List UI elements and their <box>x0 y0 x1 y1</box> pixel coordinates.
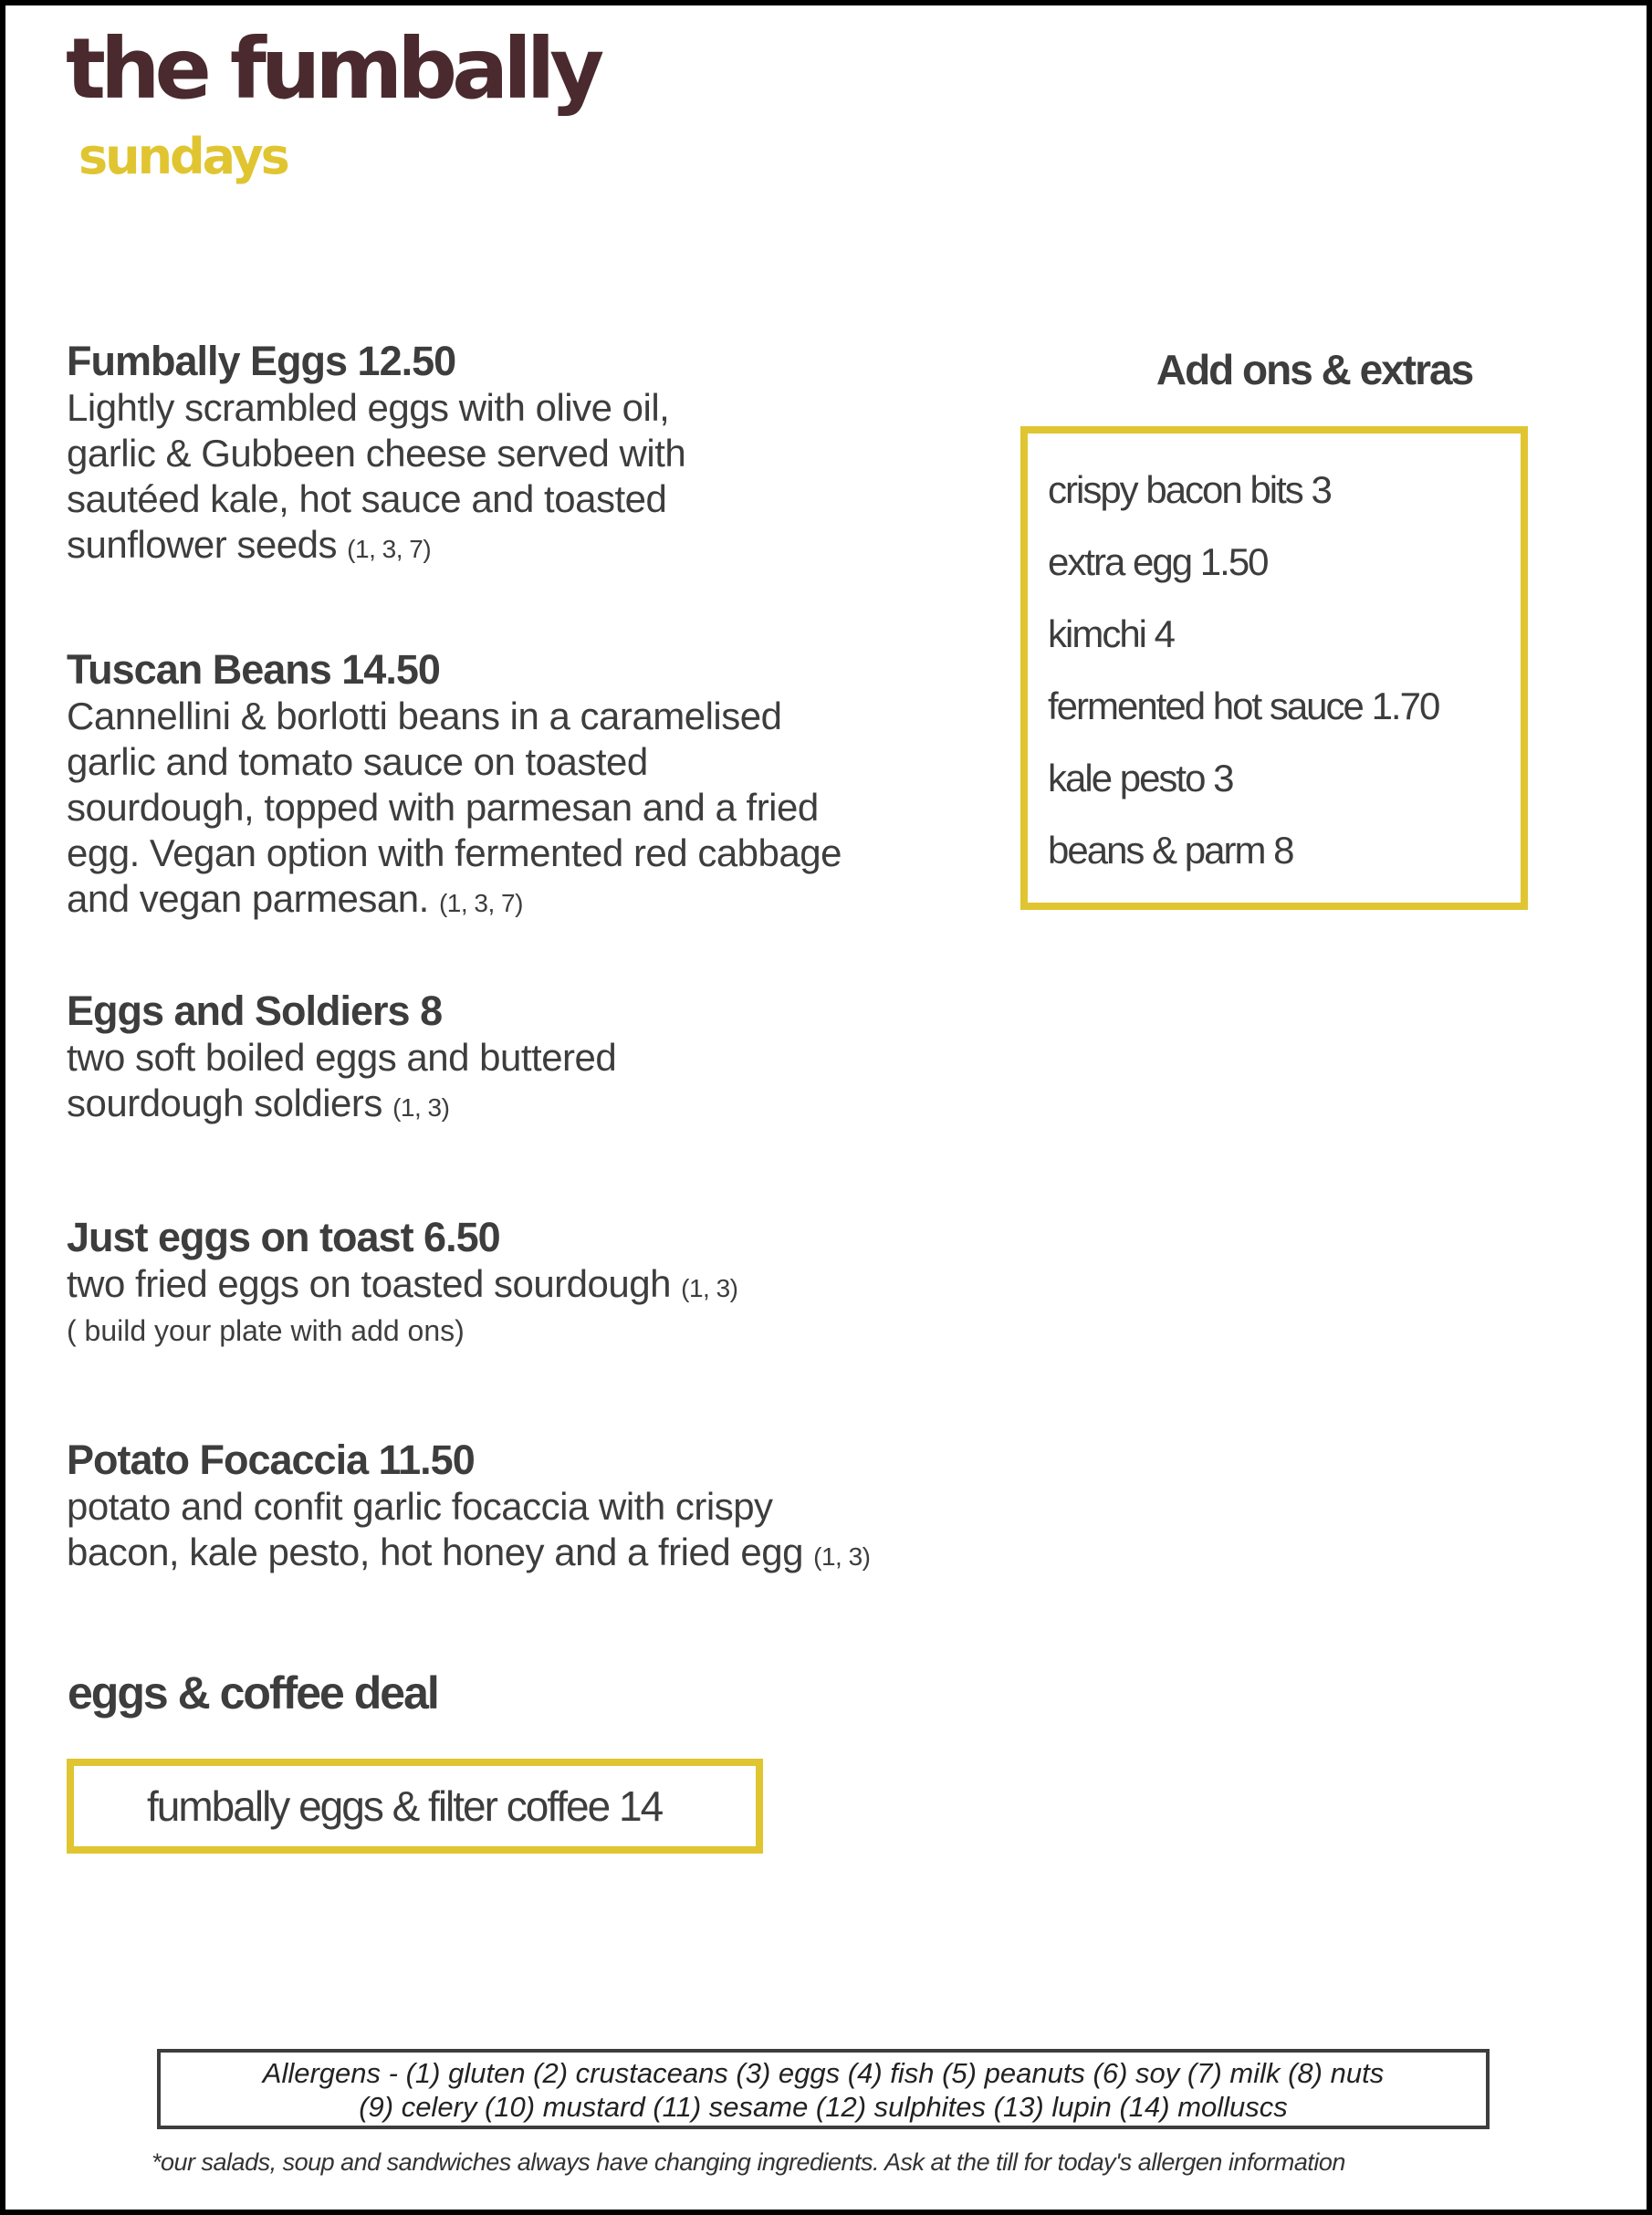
addons-box <box>1020 426 1528 910</box>
menu-item <box>67 646 998 926</box>
addon-item: crispy bacon bits 3 <box>1048 468 1331 511</box>
addon-item: kale pesto 3 <box>1048 757 1233 799</box>
item-desc: Cannellini & borlotti beans in a caramelised garlic and tomato sauce on toasted sourdough, topped with parmesan and a fried egg. Vegan option with fermented red cabbage and vegan parmesan. (1, 3, 7) <box>67 695 842 920</box>
deal-title: eggs & coffee deal <box>68 1667 438 1719</box>
item-title: Potato Focaccia 11.50 <box>67 1437 475 1483</box>
menu-item <box>67 338 998 572</box>
menu-item <box>67 1214 998 1350</box>
allergen-codes: (1, 3, 7) <box>438 889 523 917</box>
allergens-line-1: - (1) gluten (2) crustaceans (3) eggs (4) fish (5) peanuts (6) soy (7) milk (8) nuts <box>381 2057 1385 2089</box>
item-desc: two soft boiled eggs and buttered sourdough soldiers (1, 3) <box>67 1036 617 1124</box>
brand-logo: the fumbally <box>66 20 600 118</box>
menu-subtitle: sundays <box>78 128 288 185</box>
item-note: ( build your plate with add ons) <box>67 1314 465 1347</box>
menu-item <box>67 1437 998 1580</box>
footnote: *our salads, soup and sandwiches always have changing ingredients. Ask at the till for today's allergen information <box>152 2148 1345 2176</box>
addons-title: Add ons & extras <box>1155 346 1473 393</box>
allergen-codes: (1, 3) <box>813 1542 871 1571</box>
allergen-codes: (1, 3, 7) <box>347 535 432 563</box>
item-desc: potato and confit garlic focaccia with crispy bacon, kale pesto, hot honey and a fried egg (1, 3) <box>67 1485 871 1573</box>
item-desc: two fried eggs on toasted sourdough (1, 3) <box>67 1262 738 1305</box>
item-title: Just eggs on toast 6.50 <box>67 1214 500 1260</box>
item-title: Fumbally Eggs 12.50 <box>67 338 456 384</box>
deal-box: fumbally eggs & filter coffee 14 <box>67 1759 763 1854</box>
allergens-box <box>157 2049 1490 2129</box>
addon-item: extra egg 1.50 <box>1048 540 1268 583</box>
allergen-codes: (1, 3) <box>392 1093 450 1122</box>
item-desc: Lightly scrambled eggs with olive oil, garlic & Gubbeen cheese served with sautéed kale, hot sauce and toasted sunflower seeds (1, 3, 7) <box>67 386 686 566</box>
addon-item: fermented hot sauce 1.70 <box>1048 684 1439 727</box>
item-title: Tuscan Beans 14.50 <box>67 646 440 693</box>
item-title: Eggs and Soldiers 8 <box>67 987 443 1034</box>
allergens-line-2: (9) celery (10) mustard (11) sesame (12) sulphites (13) lupin (14) molluscs <box>359 2091 1288 2123</box>
allergens-label: Allergens <box>262 2057 382 2089</box>
allergen-codes: (1, 3) <box>681 1274 738 1302</box>
menu-item <box>67 987 998 1131</box>
addon-item: kimchi 4 <box>1048 612 1175 655</box>
addon-item: beans & parm 8 <box>1048 829 1293 872</box>
